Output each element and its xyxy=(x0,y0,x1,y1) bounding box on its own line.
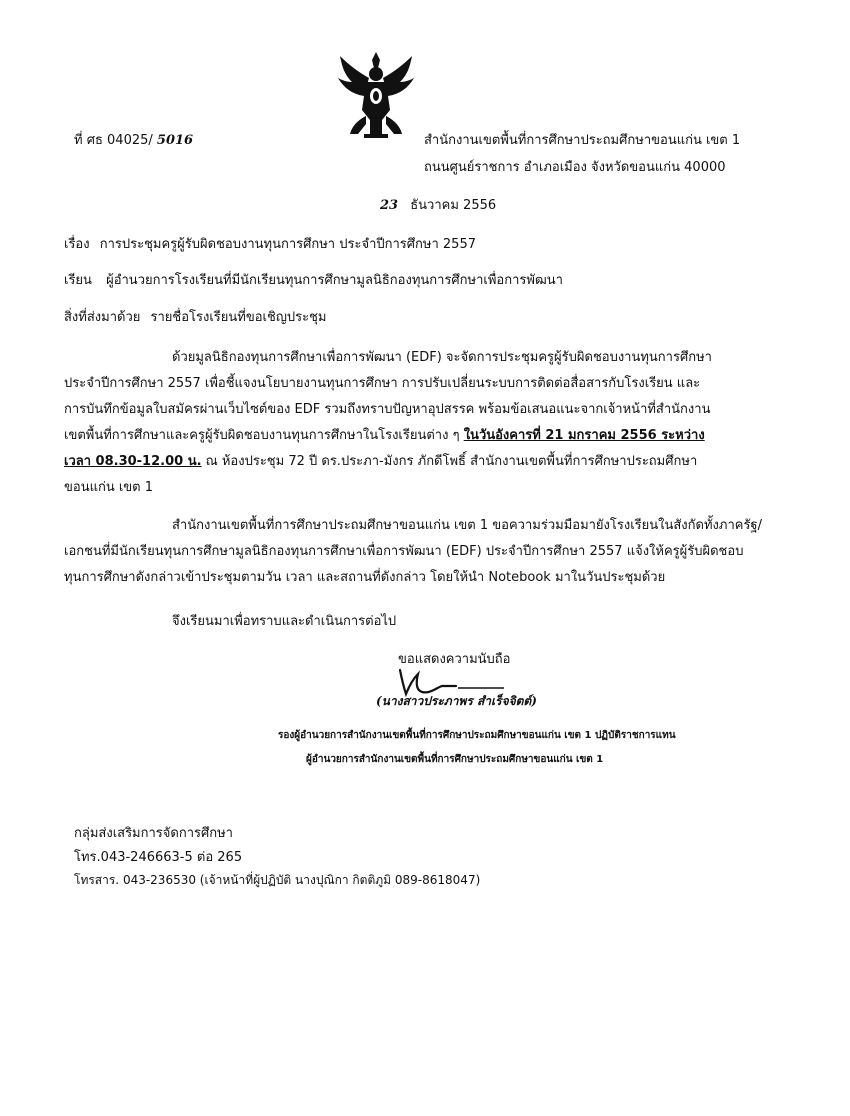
date-day-handwritten: 23 xyxy=(380,198,399,213)
paragraph1-line4-plain: เขตพื้นที่การศึกษาและครูผู้รับผิดชอบงานทุนการศึกษาในโรงเรียนต่าง ๆ xyxy=(64,428,464,443)
recipient-line xyxy=(64,269,563,290)
paragraph1-line4 xyxy=(64,424,705,445)
recipient-text: ผู้อำนวยการโรงเรียนที่มีนักเรียนทุนการศึกษามูลนิธิกองทุนการศึกษาเพื่อการพัฒนา xyxy=(106,273,563,288)
document-number-prefix: ที่ ศธ 04025/ xyxy=(74,133,153,148)
meeting-time-emphasis: เวลา 08.30-12.00 น. xyxy=(64,454,202,469)
enclosure-label: สิ่งที่ส่งมาด้วย xyxy=(64,310,141,325)
subject-line xyxy=(64,233,476,254)
document-number-handwritten: 5016 xyxy=(156,133,194,148)
document-date xyxy=(380,194,496,215)
meeting-date-emphasis: ในวันอังคารที่ 21 มกราคม 2556 ระหว่าง xyxy=(463,428,705,443)
office-address: ถนนศูนย์ราชการ อำเภอเมือง จังหวัดขอนแก่น 40000 xyxy=(424,160,726,175)
garuda-emblem-icon xyxy=(336,50,416,142)
footer-fax: โทรสาร. 043-236530 (เจ้าหน้าที่ผู้ปฏิบัติ นางปุณิกา กิตติภูมิ 089-8618047) xyxy=(74,873,481,887)
paragraph1-line5 xyxy=(64,450,697,471)
signatory-position-line2: ผู้อำนวยการสำนักงานเขตพื้นที่การศึกษาประถมศึกษาขอนแก่น เขต 1 xyxy=(306,754,604,765)
enclosure-line xyxy=(64,306,327,327)
paragraph1-line1: ด้วยมูลนิธิกองทุนการศึกษาเพื่อการพัฒนา (EDF) จะจัดการประชุมครูผู้รับผิดชอบงานทุนการศึกษา xyxy=(172,350,712,365)
paragraph2-line3: ทุนการศึกษาดังกล่าวเข้าประชุมตามวัน เวลา และสถานที่ดังกล่าว โดยให้นำ Notebook มาในวันประชุมด้วย xyxy=(64,570,666,585)
enclosure-text: รายชื่อโรงเรียนที่ขอเชิญประชุม xyxy=(150,310,327,325)
document-number xyxy=(74,129,193,150)
subject-text: การประชุมครูผู้รับผิดชอบงานทุนการศึกษา ประจำปีการศึกษา 2557 xyxy=(99,237,476,252)
paragraph1-line3: การบันทึกข้อมูลใบสมัครผ่านเว็บไซต์ของ EDF รวมถึงทราบปัญหาอุปสรรค พร้อมข้อเสนอแนะจากเจ้าหน้าที่สำนักงาน xyxy=(64,402,711,417)
signatory-name: (นางสาวประภาพร สำเร็จจิตต์) xyxy=(376,694,537,708)
date-month-year: ธันวาคม 2556 xyxy=(410,198,497,213)
paragraph1-line2: ประจำปีการศึกษา 2557 เพื่อชี้แจงนโยบายงานทุนการศึกษา การปรับเปลี่ยนระบบการติดต่อสื่อสารกับโรงเรียน และ xyxy=(64,376,701,391)
footer-department: กลุ่มส่งเสริมการจัดการศึกษา xyxy=(74,826,233,841)
paragraph1-line6: ขอนแก่น เขต 1 xyxy=(64,480,154,495)
subject-label: เรื่อง xyxy=(64,237,90,252)
closing-text: จึงเรียนมาเพื่อทราบและดำเนินการต่อไป xyxy=(172,614,397,629)
signatory-position-line1: รองผู้อำนวยการสำนักงานเขตพื้นที่การศึกษาประถมศึกษาขอนแก่น เขต 1 ปฏิบัติราชการแทน xyxy=(278,730,676,741)
signature-salutation: ขอแสดงความนับถือ xyxy=(398,652,511,667)
footer-phone: โทร.043-246663-5 ต่อ 265 xyxy=(74,850,243,865)
office-name: สำนักงานเขตพื้นที่การศึกษาประถมศึกษาขอนแก่น เขต 1 xyxy=(424,133,741,148)
recipient-label: เรียน xyxy=(64,273,92,288)
paragraph2-line2: เอกชนที่มีนักเรียนทุนการศึกษามูลนิธิกองทุนการศึกษาเพื่อการพัฒนา (EDF) ประจำปีการศึกษา 2557 แจ้งให้ครูผู้รับผิดชอบ xyxy=(64,544,744,559)
paragraph1-line5-plain: ณ ห้องประชุม 72 ปี ดร.ประภา-มังกร ภักดีโพธิ์ สำนักงานเขตพื้นที่การศึกษาประถมศึกษา xyxy=(201,454,698,469)
garuda-emblem xyxy=(336,50,416,142)
paragraph2-line1: สำนักงานเขตพื้นที่การศึกษาประถมศึกษาขอนแก่น เขต 1 ขอความร่วมมือมายังโรงเรียนในสังกัดทั้งภาครัฐ/ xyxy=(172,518,762,533)
